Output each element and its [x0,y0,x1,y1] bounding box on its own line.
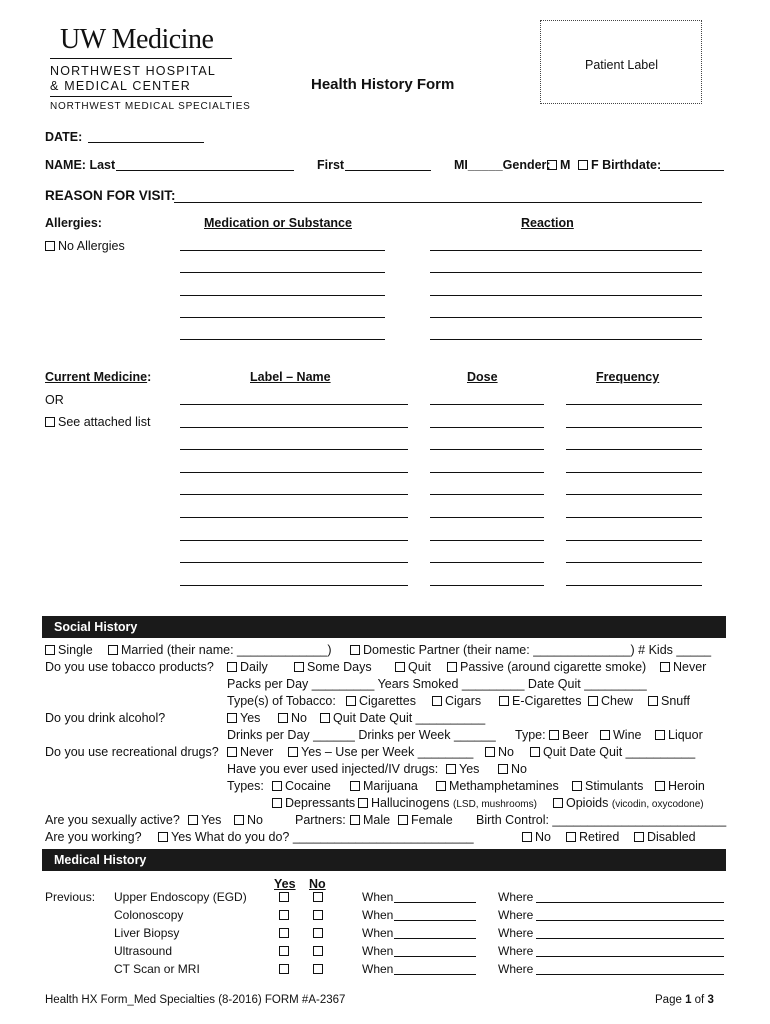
checkbox-icon[interactable] [313,928,323,938]
where-field[interactable] [536,920,724,921]
sex-yes [188,813,221,827]
no-label: No [291,711,307,725]
see-attached[interactable] [45,415,150,429]
current-medicine-label [45,370,151,384]
medicine-entry-line[interactable] [180,427,408,428]
working-no-label: No [535,830,551,844]
no-allergies-label: No Allergies [58,239,125,253]
col-no: No [309,877,326,891]
checkbox-icon[interactable] [566,832,576,842]
logo-line3: NORTHWEST MEDICAL SPECIALTIES [50,101,251,112]
checkbox-icon[interactable] [158,832,168,842]
drug-depressants [272,796,355,810]
never-label: Never [673,660,707,674]
social-history-title: Social History [54,620,138,634]
tobacco-quit [395,660,431,674]
medical-history-bar [42,849,726,871]
checkbox-icon[interactable] [279,946,289,956]
drugs-yes-label: Yes – Use per Week ________ [301,745,474,759]
hallucinogens-note: (LSD, mushrooms) [453,799,537,810]
medicine-entry-line[interactable] [566,404,702,405]
alcohol-yes [227,711,260,725]
type-cigarettes [346,694,416,708]
drug-meth [436,779,559,793]
allergies-label: Allergies: [45,216,102,230]
checkbox-icon[interactable] [655,730,665,740]
col-label-name: Label – Name [250,370,331,384]
tobacco-never [660,660,706,674]
medicine-entry-line[interactable] [566,494,702,495]
allergy-reaction-line[interactable] [430,272,702,273]
alcohol-question: Do you drink alcohol? [45,711,166,725]
when-field[interactable] [394,956,476,957]
tobacco-types-label: Type(s) of Tobacco: [227,694,336,708]
medicine-entry-line[interactable] [180,494,408,495]
chew-label: Chew [601,694,633,708]
col-medication: Medication or Substance [204,216,352,230]
cocaine-label: Cocaine [285,779,331,793]
checkbox-icon[interactable] [272,798,282,808]
checkbox-icon[interactable] [108,645,118,655]
checkbox-icon[interactable] [313,946,323,956]
drugs-quit-label: Quit Date Quit __________ [543,745,696,759]
procedure-yes [279,926,292,940]
medicine-entry-line[interactable] [430,427,544,428]
procedure-no [313,962,326,976]
checkbox-icon[interactable] [358,798,368,808]
where-field[interactable] [536,938,724,939]
checkbox-icon[interactable] [499,696,509,706]
checkbox-icon[interactable] [530,747,540,757]
patient-label-text: Patient Label [585,58,658,72]
gender-m-label: M [560,158,571,172]
where-label: Where [498,962,534,976]
checkbox-icon[interactable] [398,815,408,825]
sex-question: Are you sexually active? [45,813,180,827]
checkbox-icon[interactable] [660,662,670,672]
checkbox-icon[interactable] [45,241,55,251]
current-medicine-colon: : [147,370,152,384]
marijuana-label: Marijuana [363,779,418,793]
allergy-med-line[interactable] [180,317,385,318]
col-frequency: Frequency [596,370,660,384]
allergy-reaction-line[interactable] [430,317,702,318]
drugs-quit [530,745,695,759]
checkbox-icon[interactable] [272,781,282,791]
working-disabled [634,830,696,844]
injected-no-label: No [511,762,527,776]
checkbox-icon[interactable] [350,815,360,825]
where-field[interactable] [536,974,724,975]
drink-beer [549,728,588,742]
type-cigars [432,694,481,708]
ecig-label: E-Cigarettes [512,694,582,708]
female-label: Female [411,813,453,827]
injected-yes [446,762,479,776]
injected-question: Have you ever used injected/IV drugs: [227,762,439,776]
checkbox-icon[interactable] [436,781,446,791]
married-label: Married (their name: _____________) [121,643,332,657]
depressants-label: Depressants [285,796,356,810]
domestic-label: Domestic Partner (their name: ______________) # Kids _____ [363,643,712,657]
sex-yes-label: Yes [201,813,222,827]
drugs-no-label: No [498,745,514,759]
medicine-entry-line[interactable] [566,472,702,473]
when-label: When [362,908,394,922]
checkbox-icon[interactable] [549,730,559,740]
procedure-yes [279,908,292,922]
hallucinogens-label: Hallucinogens [371,796,450,810]
checkbox-icon[interactable] [227,662,237,672]
medicine-entry-line[interactable] [566,562,702,563]
checkbox-icon[interactable] [45,645,55,655]
logo-rule [50,58,232,59]
medicine-entry-line[interactable] [566,427,702,428]
date-label: DATE: [45,130,83,144]
drinks-line[interactable]: Drinks per Day ______ Drinks per Week ______ [227,728,496,742]
drink-wine [600,728,641,742]
checkbox-icon[interactable] [600,730,610,740]
checkbox-icon[interactable] [655,781,665,791]
form-title: Health History Form [311,76,455,93]
logo-rule-2 [50,96,232,97]
drug-marijuana [350,779,418,793]
page-of: of [691,994,708,1006]
single-option [45,643,93,657]
sex-no [234,813,263,827]
previous-label: Previous: [45,890,96,904]
drugs-no [485,745,514,759]
procedure-name: Liver Biopsy [114,926,180,940]
procedure-yes [279,962,292,976]
medicine-entry-line[interactable] [180,449,408,450]
drink-type-label: Type: [515,728,546,742]
checkbox-icon[interactable] [485,747,495,757]
gender-m[interactable] [547,158,570,172]
drugs-yes [288,745,473,759]
allergy-med-line[interactable] [180,295,385,296]
when-field[interactable] [394,902,476,903]
checkbox-icon[interactable] [522,832,532,842]
when-field[interactable] [394,938,476,939]
col-reaction: Reaction [521,216,574,230]
col-dose: Dose [467,370,498,384]
gender-f[interactable] [578,158,661,172]
checkbox-icon[interactable] [432,696,442,706]
type-chew [588,694,633,708]
checkbox-icon[interactable] [350,645,360,655]
where-field[interactable] [536,902,724,903]
checkbox-icon[interactable] [350,781,360,791]
medicine-entry-line[interactable] [180,540,408,541]
when-label: When [362,944,394,958]
reason-field[interactable] [174,202,702,203]
procedure-no [313,890,326,904]
procedure-name: Ultrasound [114,944,173,958]
allergy-med-line[interactable] [180,250,385,251]
medicine-entry-line[interactable] [566,449,702,450]
when-label: When [362,890,394,904]
opioids-label: Opioids [566,796,609,810]
type-ecig [499,694,581,708]
logo-line1: NORTHWEST HOSPITAL [50,64,217,78]
allergy-reaction-line[interactable] [430,339,702,340]
reason-label: REASON FOR VISIT: [45,188,176,203]
drugs-never [227,745,273,759]
medicine-entry-line[interactable] [566,540,702,541]
drugs-never-label: Never [240,745,274,759]
checkbox-icon[interactable] [45,417,55,427]
checkbox-icon[interactable] [547,160,557,170]
sex-no-label: No [247,813,263,827]
working-retired [566,830,619,844]
birthdate-field[interactable] [660,170,724,171]
procedure-no [313,908,326,922]
checkbox-icon[interactable] [188,815,198,825]
medicine-entry-line[interactable] [430,472,544,473]
procedure-yes [279,890,292,904]
single-label: Single [58,643,93,657]
medicine-entry-line[interactable] [430,449,544,450]
page-prefix: Page [655,994,686,1006]
checkbox-icon[interactable] [294,662,304,672]
some-days-label: Some Days [307,660,372,674]
birth-control-line[interactable]: Birth Control: _________________________ [476,813,727,827]
first-name-field[interactable] [345,170,431,171]
checkbox-icon[interactable] [395,662,405,672]
opioids-note: (vicodin, oxycodone) [611,799,704,810]
mi-gender-label: MI_____Gender: [454,158,551,172]
drug-cocaine [272,779,331,793]
checkbox-icon[interactable] [498,764,508,774]
snuff-label: Snuff [661,694,690,708]
checkbox-icon[interactable] [234,815,244,825]
when-label: When [362,962,394,976]
working-yes-label: Yes What do you do? __________________________ [171,830,474,844]
medicine-entry-line[interactable] [430,494,544,495]
checkbox-icon[interactable] [279,892,289,902]
drugs-question: Do you use recreational drugs? [45,745,219,759]
checkbox-icon[interactable] [227,713,237,723]
procedure-no [313,926,326,940]
checkbox-icon[interactable] [572,781,582,791]
where-label: Where [498,926,534,940]
tobacco-daily [227,660,268,674]
page-num: 1 [685,994,692,1006]
footer-form-id: Health HX Form_Med Specialties (8-2016) FORM #A-2367 [45,994,346,1006]
name-last-label: NAME: Last [45,158,116,172]
procedure-name: CT Scan or MRI [114,962,200,976]
beer-label: Beer [562,728,589,742]
domestic-option [350,643,711,657]
medicine-entry-line[interactable] [430,562,544,563]
checkbox-icon[interactable] [279,964,289,974]
medicine-entry-line[interactable] [430,540,544,541]
logo-title: UW Medicine [60,24,214,55]
wine-label: Wine [613,728,642,742]
first-label: First [317,158,345,172]
checkbox-icon[interactable] [578,160,588,170]
checkbox-icon[interactable] [447,662,457,672]
medicine-entry-line[interactable] [430,517,544,518]
current-medicine-text: Current Medicine [45,370,148,384]
tobacco-passive [447,660,646,674]
disabled-label: Disabled [647,830,696,844]
social-history-bar [42,616,726,638]
patient-label-box [540,20,702,104]
heroin-label: Heroin [668,779,705,793]
logo-line2: & MEDICAL CENTER [50,79,191,93]
allergy-med-line[interactable] [180,272,385,273]
last-name-field[interactable] [116,170,294,171]
checkbox-icon[interactable] [313,910,323,920]
alcohol-quit [320,711,485,725]
see-attached-label: See attached list [58,415,151,429]
drug-stimulants [572,779,643,793]
when-label: When [362,926,394,940]
checkbox-icon[interactable] [346,696,356,706]
no-allergies[interactable] [45,239,125,253]
when-field[interactable] [394,974,476,975]
checkbox-icon[interactable] [313,964,323,974]
cigarettes-label: Cigarettes [359,694,416,708]
allergy-reaction-line[interactable] [430,250,702,251]
procedure-yes [279,944,292,958]
partners-female [398,813,453,827]
injected-no [498,762,527,776]
cigars-label: Cigars [445,694,482,708]
checkbox-icon[interactable] [648,696,658,706]
medicine-entry-line[interactable] [566,585,702,586]
partners-label: Partners: [295,813,346,827]
checkbox-icon[interactable] [227,747,237,757]
working-yes [158,830,474,844]
drink-liquor [655,728,703,742]
date-field[interactable] [88,142,204,143]
or-label: OR [45,393,64,407]
checkbox-icon[interactable] [278,713,288,723]
packs-line[interactable]: Packs per Day _________ Years Smoked _________ Date Quit _________ [227,677,647,691]
meth-label: Methamphetamines [449,779,559,793]
checkbox-icon[interactable] [634,832,644,842]
checkbox-icon[interactable] [553,798,563,808]
drug-opioids [553,796,704,812]
daily-label: Daily [240,660,268,674]
procedure-name: Upper Endoscopy (EGD) [114,890,247,904]
medical-history-title: Medical History [54,853,147,867]
where-label: Where [498,944,534,958]
working-no [522,830,551,844]
alcohol-no [278,711,307,725]
procedure-name: Colonoscopy [114,908,184,922]
quit-label: Quit [408,660,431,674]
tobacco-some-days [294,660,372,674]
tobacco-question: Do you use tobacco products? [45,660,214,674]
where-field[interactable] [536,956,724,957]
col-yes: Yes [274,877,296,891]
drug-types-label: Types: [227,779,264,793]
married-option [108,643,332,657]
gender-f-birth-label: F Birthdate: [591,158,662,172]
page-total: 3 [707,994,714,1006]
allergy-reaction-line[interactable] [430,295,702,296]
checkbox-icon[interactable] [320,713,330,723]
drug-hallucinogens [358,796,537,812]
medicine-entry-line[interactable] [180,472,408,473]
when-field[interactable] [394,920,476,921]
partners-male [350,813,390,827]
male-label: Male [363,813,391,827]
checkbox-icon[interactable] [279,928,289,938]
retired-label: Retired [579,830,620,844]
type-snuff [648,694,690,708]
liquor-label: Liquor [668,728,703,742]
yes-label: Yes [240,711,261,725]
alcohol-quit-label: Quit Date Quit __________ [333,711,486,725]
medicine-entry-line[interactable] [180,585,408,586]
where-label: Where [498,890,534,904]
checkbox-icon[interactable] [446,764,456,774]
passive-label: Passive (around cigarette smoke) [460,660,647,674]
checkbox-icon[interactable] [288,747,298,757]
allergy-med-line[interactable] [180,339,385,340]
medicine-entry-line[interactable] [566,517,702,518]
medicine-entry-line[interactable] [180,517,408,518]
medicine-entry-line[interactable] [430,404,544,405]
page-number [655,993,714,1007]
where-label: Where [498,908,534,922]
checkbox-icon[interactable] [279,910,289,920]
checkbox-icon[interactable] [588,696,598,706]
medicine-entry-line[interactable] [430,585,544,586]
medicine-entry-line[interactable] [180,404,408,405]
checkbox-icon[interactable] [313,892,323,902]
procedure-no [313,944,326,958]
stimulants-label: Stimulants [585,779,644,793]
medicine-entry-line[interactable] [180,562,408,563]
injected-yes-label: Yes [459,762,480,776]
drug-heroin [655,779,705,793]
working-question: Are you working? [45,830,142,844]
